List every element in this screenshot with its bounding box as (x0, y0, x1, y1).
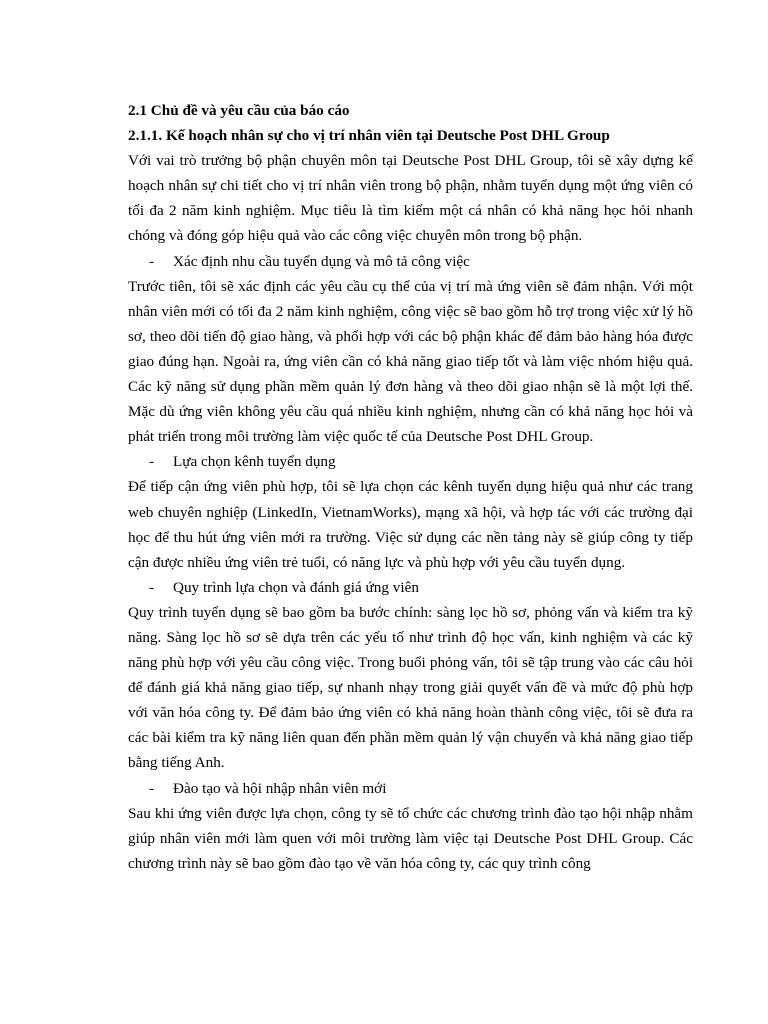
paragraph-selection-process: Quy trình tuyển dụng sẽ bao gồm ba bước chính: sàng lọc hồ sơ, phỏng vấn và kiểm tra kỹ năng. Sàng lọc hồ sơ sẽ dựa trên các yếu tố như trình độ học vấn, kinh nghiệm và các kỹ năng phù hợp với yêu cầu công việc. Trong buổi phỏng vấn, tôi sẽ tập trung vào các câu hỏi để đánh giá khả năng giao tiếp, sự nhanh nhạy trong giải quyết vấn đề và mức độ phù hợp với văn hóa công ty. Để đảm bảo ứng viên có khả năng hoàn thành công việc, tôi sẽ đưa ra các bài kiểm tra kỹ năng liên quan đến phần mềm quản lý vận chuyển và khả năng giao tiếp bằng tiếng Anh. (128, 603, 693, 772)
bullet-dash: - (149, 252, 155, 270)
bullet-dash: - (149, 779, 155, 797)
document-page (128, 98, 693, 876)
section-subtitle: 2.1.1. Kế hoạch nhân sự cho vị trí nhân viên tại Deutsche Post DHL Group (128, 127, 610, 145)
bullet-title: Quy trình lựa chọn và đánh giá ứng viên (173, 578, 419, 596)
section-title: 2.1 Chủ đề và yêu cầu của báo cáo (128, 102, 350, 119)
intro-paragraph: Với vai trò trưởng bộ phận chuyên môn tại Deutsche Post DHL Group, tôi sẽ xây dựng kế hoạch nhân sự chi tiết cho vị trí nhân viên trong bộ phận, nhằm tuyển dụng một ứng viên có tối đa 2 năm kinh nghiệm. Mục tiêu là tìm kiếm một cá nhân có khả năng học hỏi nhanh chóng và đóng góp hiệu quả vào các công việc chuyên môn trong bộ phận. (128, 152, 693, 245)
paragraph-onboarding: Sau khi ứng viên được lựa chọn, công ty sẽ tổ chức các chương trình đào tạo hội nhập nhằm giúp nhân viên mới làm quen với môi trường làm việc tại Deutsche Post DHL Group. Các chương trình này sẽ bao gồm đào tạo về văn hóa công ty, các quy trình công (128, 804, 693, 872)
bullet-item-onboarding (128, 776, 693, 801)
bullet-dash: - (149, 578, 155, 596)
bullet-dash: - (149, 453, 155, 471)
bullet-item-recruitment-needs (128, 249, 693, 274)
paragraph-recruitment-needs: Trước tiên, tôi sẽ xác định các yêu cầu cụ thể của vị trí mà ứng viên sẽ đảm nhận. Với một nhân viên mới có tối đa 2 năm kinh nghiệm, công việc sẽ bao gồm hỗ trợ trong việc xử lý hồ sơ, theo dõi tiến độ giao hàng, và phối hợp với các bộ phận khác để đảm bảo hàng hóa được giao đúng hạn. Ngoài ra, ứng viên cần có khả năng giao tiếp tốt và làm việc nhóm hiệu quả. Các kỹ năng sử dụng phần mềm quản lý đơn hàng và theo dõi giao nhận sẽ là một lợi thế. Mặc dù ứng viên không yêu cầu quá nhiều kinh nghiệm, nhưng cần có khả năng học hỏi và phát triển trong môi trường làm việc quốc tế của Deutsche Post DHL Group. (128, 277, 693, 446)
paragraph-recruitment-channels: Để tiếp cận ứng viên phù hợp, tôi sẽ lựa chọn các kênh tuyển dụng hiệu quả như các trang web chuyên nghiệp (LinkedIn, VietnamWorks), mạng xã hội, và hợp tác với các trường đại học để thu hút ứng viên mới ra trường. Việc sử dụng các nền tảng này sẽ giúp công ty tiếp cận được nhiều ứng viên trẻ tuổi, có năng lực và phù hợp với yêu cầu tuyển dụng. (128, 478, 693, 571)
bullet-title: Đào tạo và hội nhập nhân viên mới (173, 779, 387, 797)
bullet-title: Lựa chọn kênh tuyển dụng (173, 453, 336, 471)
bullet-title: Xác định nhu cầu tuyển dụng và mô tả công việc (173, 252, 470, 270)
bullet-item-selection-process (128, 575, 693, 600)
bullet-item-recruitment-channels (128, 449, 693, 474)
